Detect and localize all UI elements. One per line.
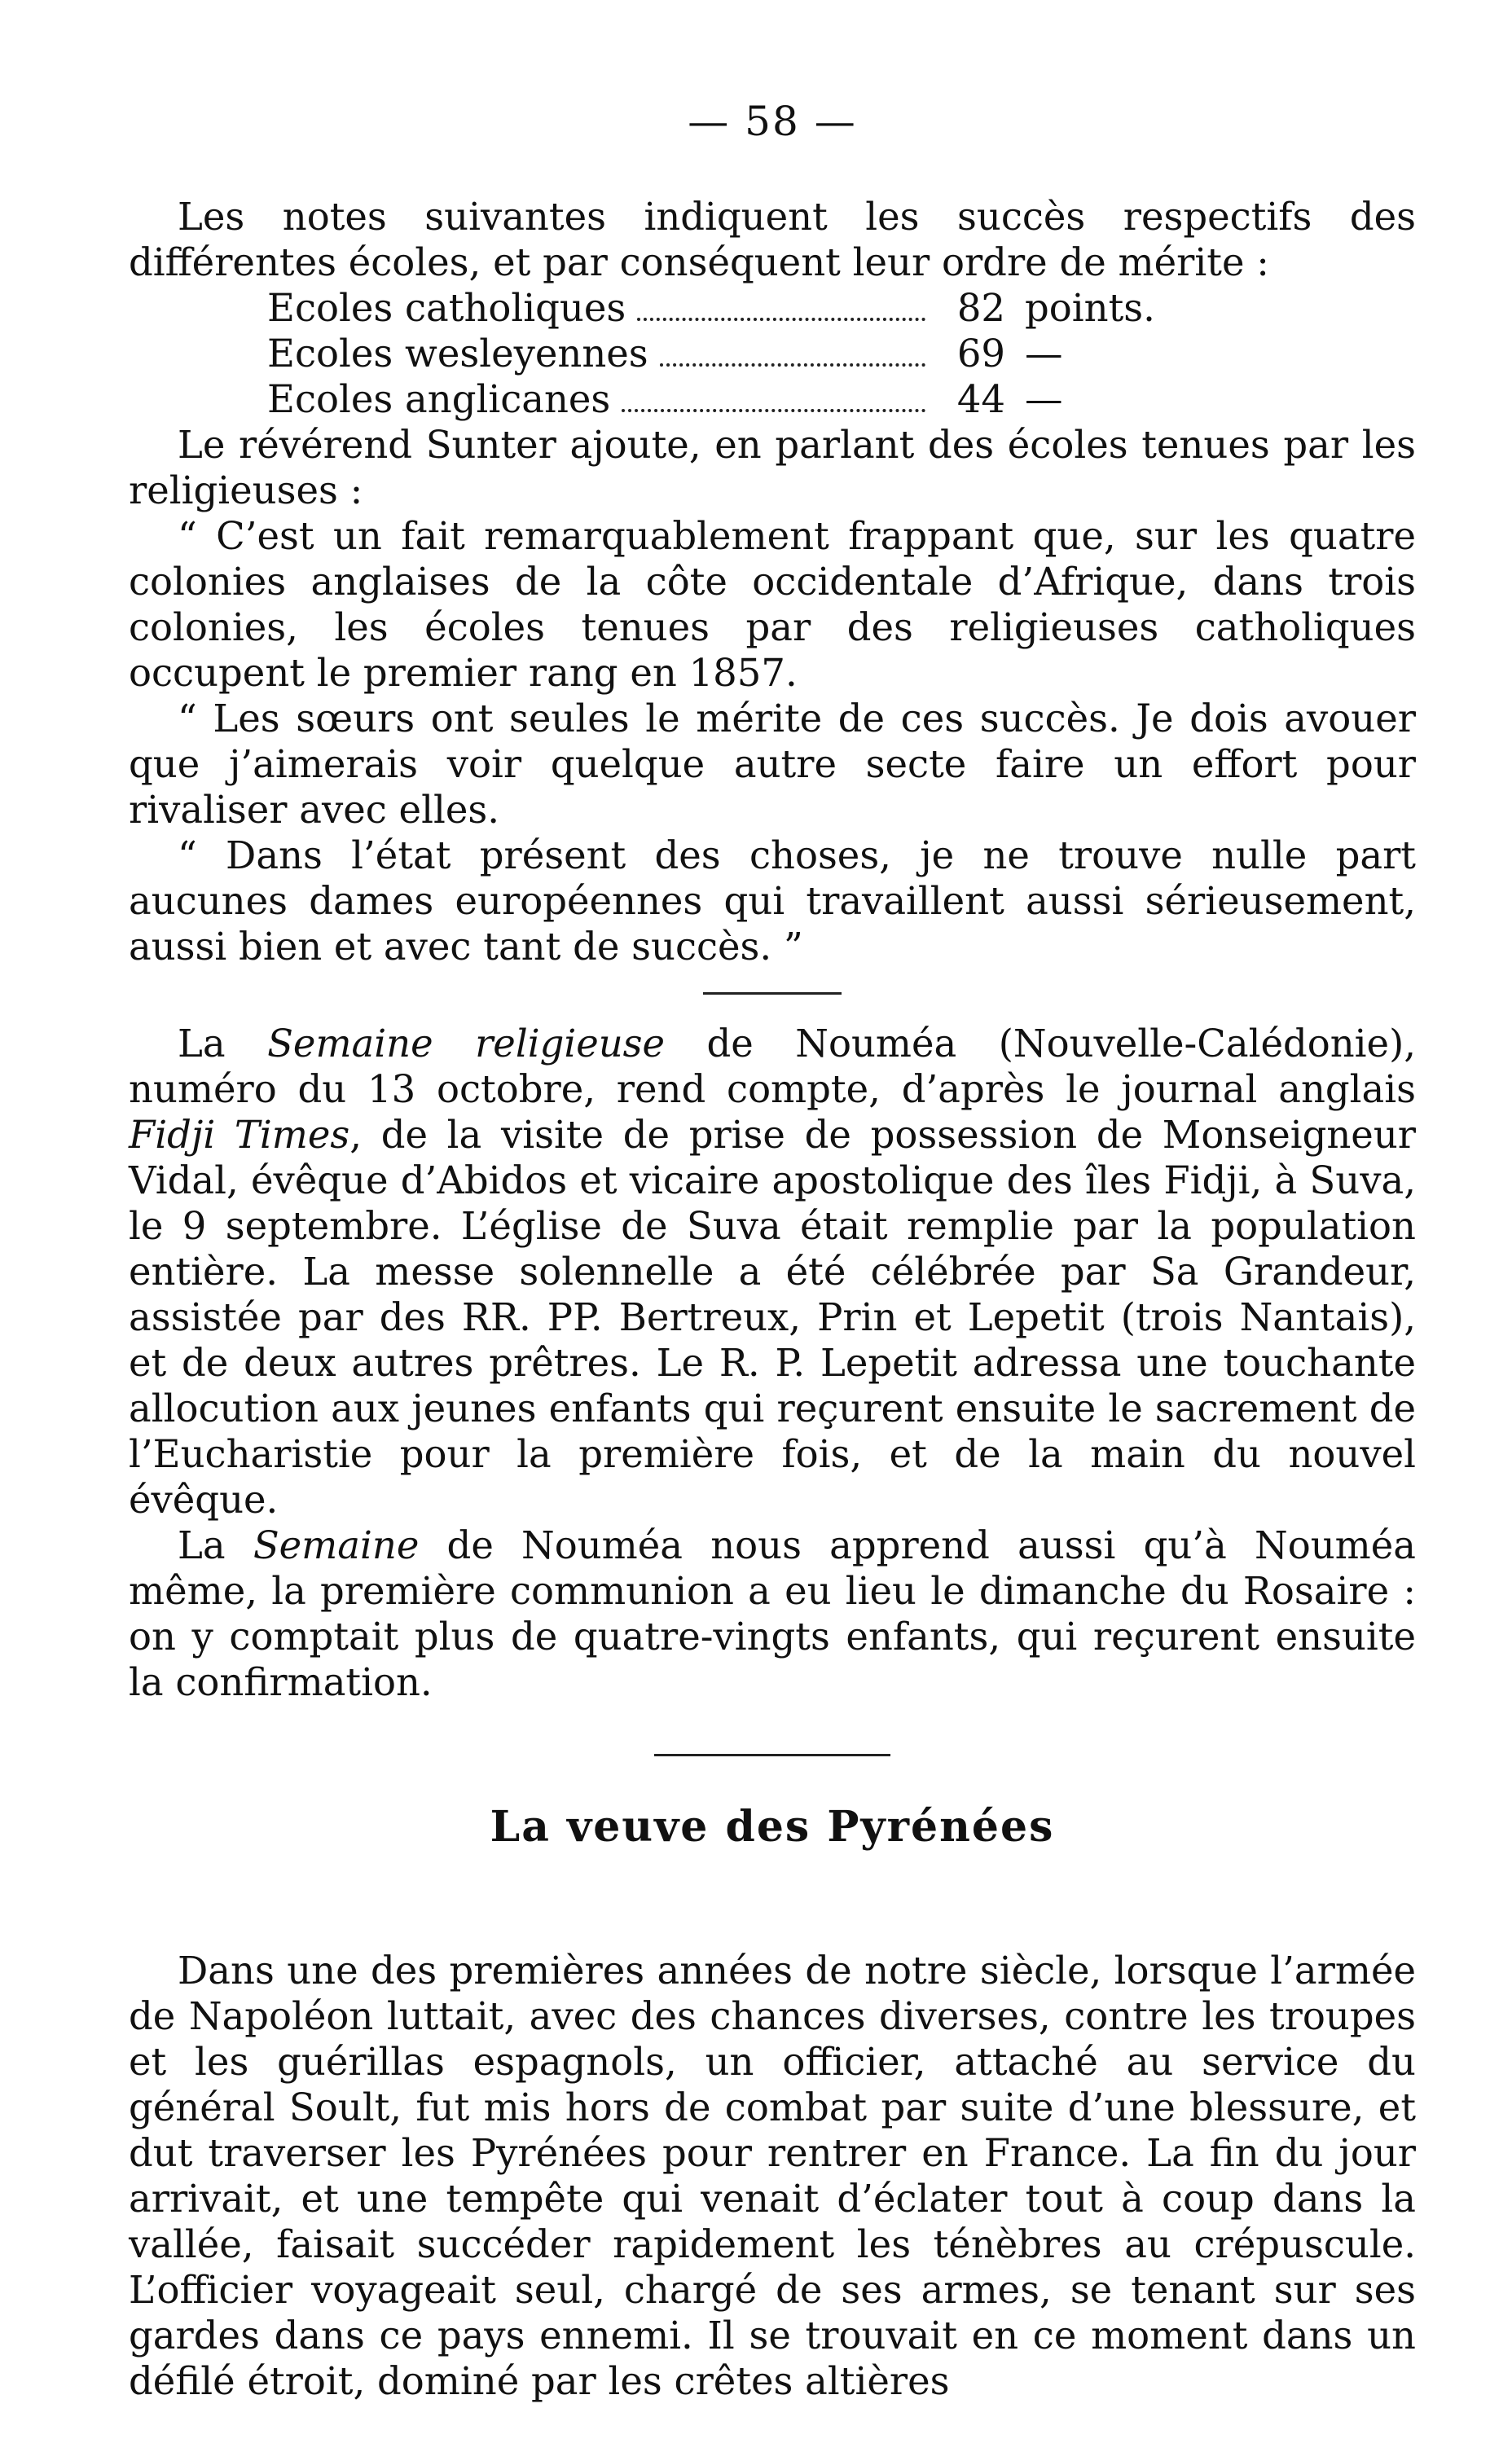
- stat-label: Ecoles anglicanes: [267, 377, 611, 421]
- section-divider: [703, 992, 842, 995]
- paragraph: “ Les sœurs ont seules le mérite de ces succès. Je dois avouer que j’aimerais voir quelque autre secte faire un effort pour rivaliser avec elles.: [129, 696, 1416, 832]
- stat-unit: —: [1025, 377, 1063, 421]
- paragraph: “ Dans l’état présent des choses, je ne trouve nulle part aucunes dames européennes qui travaillent aussi sérieusement, aussi bien et avec tant de succès. ”: [129, 833, 1416, 969]
- text-run: , de la visite de prise de possession de Monseigneur Vidal, évêque d’Abidos et vicaire apostolique des îles Fidji, à Suva, le 9 septembre. L’église de Suva était remplie par la population entière. La messe solennelle a été célébrée par Sa Grandeur, assistée par des RR. PP. Bertreux, Prin et Lepetit (trois Nantais), et de deux autres prêtres. Le R. P. Lepetit adressa une touchante allocution aux jeunes enfants qui reçurent ensuite le sacrement de l’Eucharistie pour la première fois, et de la main du nouvel évêque.: [129, 1113, 1417, 1522]
- stat-value: 44: [956, 377, 1005, 421]
- page-number: — 58 —: [688, 98, 857, 145]
- stat-value: 69: [956, 332, 1005, 376]
- stat-row: [267, 285, 1204, 331]
- text-run: de Nouméa (Nouvelle-Calédonie), numéro du 13 octobre, rend compte, d’après le journal anglais: [129, 1022, 1416, 1111]
- stat-unit: points.: [1025, 286, 1155, 330]
- publication-title: Semaine: [253, 1523, 420, 1567]
- article-divider: [654, 1754, 890, 1756]
- stats-table: [267, 285, 1204, 422]
- semaine-paragraph: [129, 1523, 1416, 1705]
- dot-leader: [660, 363, 925, 367]
- article-body: Dans une des premières années de notre siècle, lorsque l’armée de Napoléon luttait, avec des chances diverses, contre les troupes et les guérillas espagnols, un officier, attaché au service du général Soult, fut mis hors de combat par suite d’une blessure, et dut traverser les Pyrénées pour rentrer en France. La fin du jour arrivait, et une tempête qui venait d’éclater tout à coup dans la vallée, faisait succéder rapidement les ténèbres au crépuscule. L’officier voyageait seul, chargé de ses armes, se tenant sur ses gardes dans ce pays ennemi. Il se trouvait en ce moment dans un défilé étroit, dominé par les crêtes altières: [129, 1949, 1416, 2403]
- page: [129, 98, 1416, 2404]
- stat-value: 82: [956, 286, 1005, 330]
- publication-title: Semaine religieuse: [267, 1022, 666, 1066]
- newspaper-title: Fidji Times: [129, 1113, 350, 1157]
- dot-leader: [622, 409, 925, 412]
- semaine-paragraph: [129, 1021, 1416, 1523]
- stats-intro: Les notes suivantes indiquent les succès respectifs des différentes écoles, et par conséquent leur ordre de mérite :: [129, 195, 1416, 284]
- paragraph: Le révérend Sunter ajoute, en parlant des écoles tenues par les religieuses :: [129, 423, 1416, 512]
- dot-leader: [637, 318, 925, 321]
- stat-label: Ecoles catholiques: [267, 286, 626, 330]
- stat-label: Ecoles wesleyennes: [267, 332, 648, 376]
- text-run: La: [178, 1022, 268, 1066]
- paragraph: “ C’est un fait remarquablement frappant que, sur les quatre colonies anglaises de la côte occidentale d’Afrique, dans trois colonies, les écoles tenues par des religieuses catholiques occupent le premier rang en 1857.: [129, 514, 1416, 695]
- text-run: La: [178, 1523, 253, 1567]
- stat-unit: —: [1025, 332, 1063, 376]
- text-run: de Nouméa nous apprend aussi qu’à Nouméa même, la première communion a eu lieu le dimanche du Rosaire : on y comptait plus de quatre-vingts enfants, qui reçurent ensuite la confirmation.: [129, 1523, 1416, 1704]
- article-title: La veuve des Pyrénées: [490, 1802, 1055, 1852]
- stat-row: [267, 331, 1204, 376]
- stat-row: [267, 376, 1204, 422]
